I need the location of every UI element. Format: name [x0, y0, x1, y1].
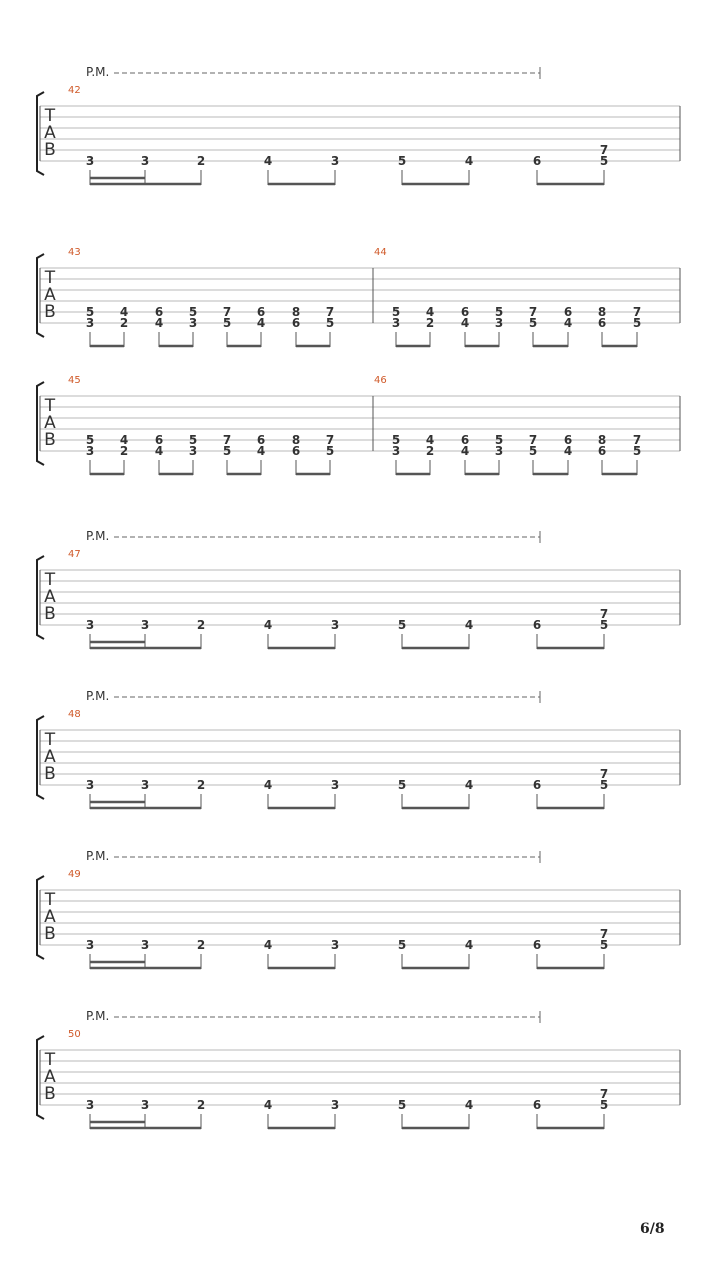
tab-clef-letter: T	[44, 730, 56, 750]
fret-number: 4	[563, 316, 573, 330]
tab-system	[37, 375, 680, 475]
palm-mute-label: P.M.	[86, 529, 110, 543]
fret-number: 6	[532, 618, 542, 632]
fret-number: 5	[528, 444, 538, 458]
tab-clef-letter: T	[44, 106, 56, 126]
tab-clef-letter: B	[44, 604, 56, 624]
palm-mute-label: P.M.	[86, 65, 110, 79]
fret-number: 6	[532, 154, 542, 168]
tab-clef-letter: B	[44, 924, 56, 944]
fret-number: 5	[188, 433, 198, 447]
fret-number: 7	[599, 927, 609, 941]
measure-number: 48	[68, 709, 81, 720]
fret-number: 6	[532, 938, 542, 952]
fret-number: 3	[140, 938, 150, 952]
fret-number: 4	[119, 433, 129, 447]
fret-number: 3	[85, 444, 95, 458]
fret-number: 5	[599, 618, 609, 632]
fret-number: 6	[532, 778, 542, 792]
fret-number: 7	[325, 305, 335, 319]
tab-system	[37, 1009, 680, 1129]
fret-number: 5	[391, 433, 401, 447]
fret-number: 3	[85, 1098, 95, 1112]
tab-clef-letter: A	[44, 285, 56, 305]
fret-number: 4	[154, 444, 164, 458]
tab-clef-letter: T	[44, 396, 56, 416]
fret-number: 7	[632, 305, 642, 319]
fret-number: 4	[256, 444, 266, 458]
fret-number: 6	[256, 305, 266, 319]
fret-number: 5	[599, 1098, 609, 1112]
fret-number: 7	[599, 767, 609, 781]
fret-number: 3	[330, 154, 340, 168]
tab-clef-letter: A	[44, 587, 56, 607]
fret-number: 3	[85, 938, 95, 952]
tab-clef-letter: T	[44, 1050, 56, 1070]
fret-number: 4	[464, 154, 474, 168]
fret-number: 4	[119, 305, 129, 319]
fret-number: 5	[325, 316, 335, 330]
fret-number: 5	[222, 444, 232, 458]
fret-number: 3	[330, 618, 340, 632]
fret-number: 3	[494, 316, 504, 330]
tab-clef-letter: B	[44, 302, 56, 322]
fret-number: 5	[85, 305, 95, 319]
fret-number: 4	[154, 316, 164, 330]
fret-number: 2	[119, 316, 129, 330]
fret-number: 6	[291, 444, 301, 458]
fret-number: 3	[140, 1098, 150, 1112]
page-number: 6/8	[640, 1221, 665, 1237]
fret-number: 5	[222, 316, 232, 330]
tab-system	[37, 689, 680, 809]
tab-clef-letter: A	[44, 907, 56, 927]
fret-number: 5	[397, 618, 407, 632]
fret-number: 8	[291, 305, 301, 319]
fret-number: 5	[188, 305, 198, 319]
fret-number: 3	[140, 778, 150, 792]
fret-number: 8	[597, 305, 607, 319]
fret-number: 3	[140, 618, 150, 632]
fret-number: 5	[494, 433, 504, 447]
measure-number: 49	[68, 869, 81, 880]
fret-number: 3	[391, 444, 401, 458]
measure-number: 43	[68, 247, 81, 258]
fret-number: 4	[263, 618, 273, 632]
fret-number: 4	[460, 316, 470, 330]
fret-number: 3	[330, 778, 340, 792]
fret-number: 2	[425, 316, 435, 330]
fret-number: 5	[632, 444, 642, 458]
fret-number: 5	[397, 154, 407, 168]
fret-number: 5	[494, 305, 504, 319]
tab-system	[37, 849, 680, 969]
fret-number: 3	[85, 316, 95, 330]
fret-number: 7	[528, 433, 538, 447]
fret-number: 8	[291, 433, 301, 447]
fret-number: 6	[563, 433, 573, 447]
fret-number: 2	[196, 778, 206, 792]
measure-number: 50	[68, 1029, 81, 1040]
fret-number: 3	[140, 154, 150, 168]
fret-number: 5	[397, 938, 407, 952]
fret-number: 4	[464, 778, 474, 792]
fret-number: 2	[425, 444, 435, 458]
tab-clef-letter: A	[44, 747, 56, 767]
fret-number: 2	[196, 938, 206, 952]
tab-clef-letter: T	[44, 268, 56, 288]
fret-number: 3	[85, 618, 95, 632]
fret-number: 5	[397, 778, 407, 792]
fret-number: 4	[263, 1098, 273, 1112]
tab-clef-letter: B	[44, 764, 56, 784]
tab-clef-letter: A	[44, 413, 56, 433]
fret-number: 4	[263, 938, 273, 952]
fret-number: 5	[632, 316, 642, 330]
fret-number: 3	[85, 778, 95, 792]
fret-number: 4	[460, 444, 470, 458]
fret-number: 2	[196, 618, 206, 632]
fret-number: 7	[222, 433, 232, 447]
palm-mute-label: P.M.	[86, 849, 110, 863]
fret-number: 7	[325, 433, 335, 447]
fret-number: 3	[494, 444, 504, 458]
fret-number: 5	[599, 778, 609, 792]
tab-clef-letter: B	[44, 140, 56, 160]
measure-number: 47	[68, 549, 81, 560]
fret-number: 3	[330, 1098, 340, 1112]
fret-number: 5	[599, 938, 609, 952]
measure-number: 45	[68, 375, 81, 386]
tab-clef-letter: B	[44, 1084, 56, 1104]
fret-number: 2	[196, 1098, 206, 1112]
fret-number: 5	[599, 154, 609, 168]
fret-number: 4	[263, 154, 273, 168]
fret-number: 3	[188, 316, 198, 330]
fret-number: 4	[263, 778, 273, 792]
fret-number: 7	[222, 305, 232, 319]
fret-number: 4	[256, 316, 266, 330]
tab-clef-letter: A	[44, 123, 56, 143]
fret-number: 5	[85, 433, 95, 447]
fret-number: 6	[460, 433, 470, 447]
tab-system	[37, 247, 680, 347]
fret-number: 6	[597, 444, 607, 458]
tab-clef-letter: T	[44, 570, 56, 590]
tab-clef-letter: T	[44, 890, 56, 910]
fret-number: 5	[391, 305, 401, 319]
fret-number: 7	[599, 143, 609, 157]
fret-number: 6	[563, 305, 573, 319]
fret-number: 4	[425, 305, 435, 319]
fret-number: 7	[632, 433, 642, 447]
measure-number: 44	[374, 247, 387, 258]
fret-number: 6	[532, 1098, 542, 1112]
fret-number: 4	[464, 1098, 474, 1112]
fret-number: 3	[391, 316, 401, 330]
fret-number: 5	[528, 316, 538, 330]
tab-system	[37, 529, 680, 649]
fret-number: 6	[154, 305, 164, 319]
tab-system	[37, 65, 680, 185]
fret-number: 2	[196, 154, 206, 168]
fret-number: 6	[597, 316, 607, 330]
tab-clef-letter: B	[44, 430, 56, 450]
fret-number: 6	[460, 305, 470, 319]
fret-number: 5	[325, 444, 335, 458]
fret-number: 4	[563, 444, 573, 458]
fret-number: 7	[599, 1087, 609, 1101]
fret-number: 4	[464, 938, 474, 952]
fret-number: 3	[330, 938, 340, 952]
fret-number: 3	[85, 154, 95, 168]
measure-number: 42	[68, 85, 81, 96]
fret-number: 2	[119, 444, 129, 458]
fret-number: 5	[397, 1098, 407, 1112]
measure-number: 46	[374, 375, 387, 386]
fret-number: 4	[425, 433, 435, 447]
tab-clef-letter: A	[44, 1067, 56, 1087]
palm-mute-label: P.M.	[86, 689, 110, 703]
fret-number: 8	[597, 433, 607, 447]
fret-number: 6	[256, 433, 266, 447]
fret-number: 4	[464, 618, 474, 632]
fret-number: 3	[188, 444, 198, 458]
fret-number: 7	[528, 305, 538, 319]
fret-number: 6	[291, 316, 301, 330]
fret-number: 6	[154, 433, 164, 447]
fret-number: 7	[599, 607, 609, 621]
palm-mute-label: P.M.	[86, 1009, 110, 1023]
